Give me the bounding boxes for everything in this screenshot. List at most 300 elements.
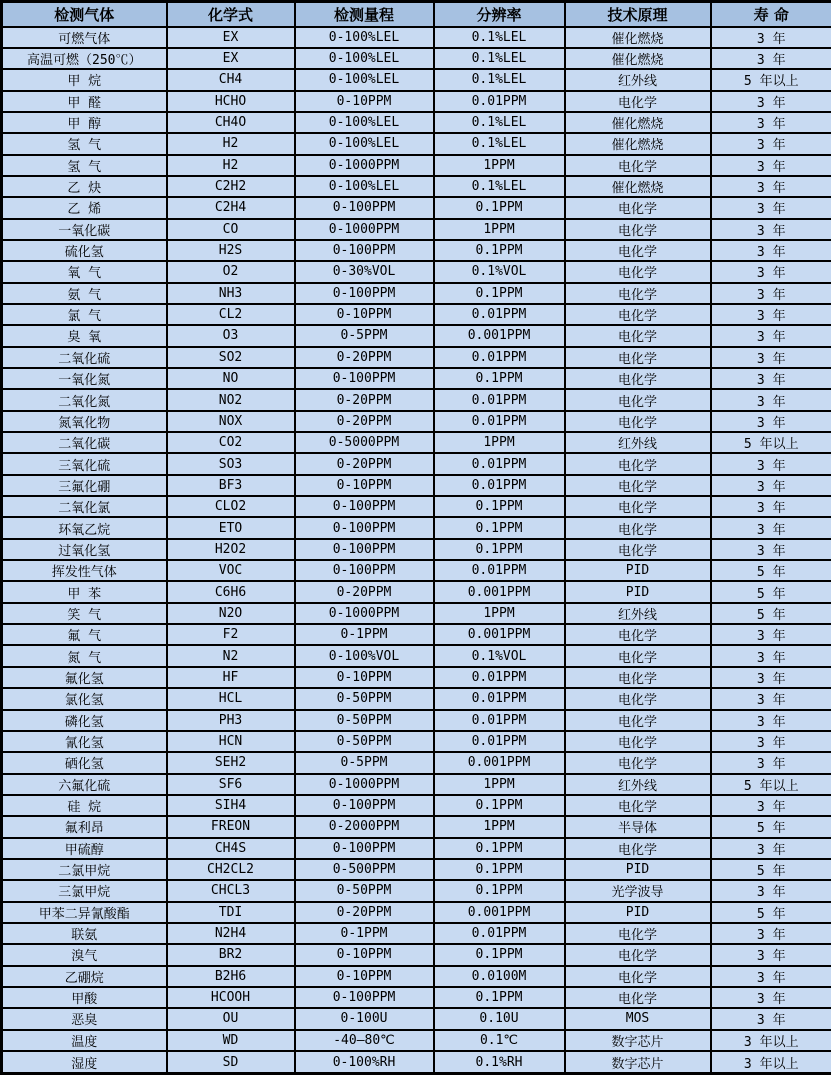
cell-range: 0-30%VOL [295,261,434,282]
header-row [2,2,831,27]
cell-principle: PID [565,859,711,880]
cell-lifespan: 3 年 [711,1008,831,1029]
cell-range: 0-20PPM [295,347,434,368]
cell-formula: HCL [167,688,295,709]
cell-range: 0-2000PPM [295,816,434,837]
cell-formula: CHCL3 [167,880,295,901]
cell-lifespan: 3 年 [711,838,831,859]
cell-gas: 氢 气 [2,155,167,176]
cell-principle: 电化学 [565,539,711,560]
cell-resolution: 0.1%LEL [434,69,565,90]
cell-lifespan: 3 年 [711,368,831,389]
cell-resolution: 0.1PPM [434,517,565,538]
cell-principle: PID [565,581,711,602]
cell-lifespan: 3 年 [711,517,831,538]
cell-gas: 可燃气体 [2,27,167,48]
cell-formula: O2 [167,261,295,282]
cell-principle: 电化学 [565,91,711,112]
cell-gas: 挥发性气体 [2,560,167,581]
cell-principle: 催化燃烧 [565,27,711,48]
cell-lifespan: 3 年 [711,91,831,112]
table-row [2,133,831,154]
cell-lifespan: 3 年 [711,347,831,368]
cell-principle: PID [565,902,711,923]
cell-gas: 二氧化氮 [2,389,167,410]
cell-range: 0-10PPM [295,944,434,965]
table-row [2,667,831,688]
cell-range: 0-100%LEL [295,27,434,48]
cell-formula: BR2 [167,944,295,965]
cell-range: 0-100PPM [295,838,434,859]
cell-gas: 三氟化硼 [2,475,167,496]
cell-resolution: 0.1PPM [434,944,565,965]
cell-lifespan: 3 年 [711,48,831,69]
table-body [2,27,831,1074]
cell-lifespan: 3 年 [711,496,831,517]
cell-range: 0-20PPM [295,389,434,410]
table-row [2,411,831,432]
cell-lifespan: 3 年 [711,923,831,944]
cell-lifespan: 5 年 [711,560,831,581]
cell-resolution: 0.01PPM [434,411,565,432]
cell-gas: 氯化氢 [2,688,167,709]
cell-resolution: 0.0100M [434,966,565,987]
cell-lifespan: 5 年 [711,603,831,624]
cell-resolution: 1PPM [434,155,565,176]
cell-lifespan: 5 年 [711,902,831,923]
cell-formula: C2H4 [167,197,295,218]
cell-principle: 电化学 [565,475,711,496]
cell-lifespan: 3 年 [711,219,831,240]
cell-range: 0-100PPM [295,368,434,389]
cell-principle: 电化学 [565,219,711,240]
cell-resolution: 0.01PPM [434,91,565,112]
cell-formula: EX [167,48,295,69]
cell-gas: 二氯甲烷 [2,859,167,880]
cell-lifespan: 5 年 [711,816,831,837]
cell-principle: PID [565,560,711,581]
cell-lifespan: 3 年 [711,304,831,325]
cell-formula: NOX [167,411,295,432]
cell-formula: CH4O [167,112,295,133]
cell-gas: 氧 气 [2,261,167,282]
cell-range: 0-10PPM [295,966,434,987]
cell-principle: 电化学 [565,624,711,645]
cell-gas: 过氧化氢 [2,539,167,560]
table-row [2,688,831,709]
cell-resolution: 0.01PPM [434,560,565,581]
cell-gas: 环氧乙烷 [2,517,167,538]
cell-principle: 电化学 [565,517,711,538]
column-header-resolution: 分辨率 [434,2,565,27]
table-row [2,304,831,325]
cell-lifespan: 3 年 [711,966,831,987]
cell-resolution: 1PPM [434,774,565,795]
cell-resolution: 0.1PPM [434,283,565,304]
cell-range: 0-1PPM [295,923,434,944]
cell-resolution: 0.01PPM [434,304,565,325]
cell-gas: 氯 气 [2,304,167,325]
table-row [2,283,831,304]
cell-lifespan: 3 年 [711,752,831,773]
cell-resolution: 0.1PPM [434,838,565,859]
cell-resolution: 0.1%LEL [434,48,565,69]
cell-range: 0-5PPM [295,325,434,346]
table-row [2,838,831,859]
cell-principle: 电化学 [565,987,711,1008]
cell-lifespan: 3 年 [711,710,831,731]
cell-resolution: 0.01PPM [434,475,565,496]
cell-gas: 硫化氢 [2,240,167,261]
table-header [2,2,831,27]
cell-lifespan: 3 年 [711,261,831,282]
cell-principle: 红外线 [565,432,711,453]
table-row [2,48,831,69]
cell-formula: CL2 [167,304,295,325]
cell-principle: 电化学 [565,731,711,752]
cell-principle: 电化学 [565,944,711,965]
cell-gas: 一氧化碳 [2,219,167,240]
table-row [2,581,831,602]
cell-formula: ETO [167,517,295,538]
cell-gas: 甲酸 [2,987,167,1008]
cell-gas: 氟 气 [2,624,167,645]
cell-gas: 高温可燃（250℃） [2,48,167,69]
cell-lifespan: 3 年 [711,411,831,432]
cell-formula: SEH2 [167,752,295,773]
cell-resolution: 0.1PPM [434,496,565,517]
table-row [2,966,831,987]
cell-principle: 红外线 [565,774,711,795]
cell-formula: BF3 [167,475,295,496]
cell-range: 0-5000PPM [295,432,434,453]
cell-lifespan: 3 年 [711,944,831,965]
cell-lifespan: 3 年 [711,240,831,261]
cell-range: 0-50PPM [295,731,434,752]
table-row [2,944,831,965]
table-row [2,1051,831,1074]
cell-gas: 恶臭 [2,1008,167,1029]
cell-range: 0-20PPM [295,902,434,923]
table-row [2,432,831,453]
cell-formula: N2H4 [167,923,295,944]
table-row [2,987,831,1008]
table-row [2,645,831,666]
cell-gas: 溴气 [2,944,167,965]
table-row [2,219,831,240]
table-row [2,752,831,773]
table-row [2,923,831,944]
cell-lifespan: 3 年 [711,389,831,410]
cell-principle: 催化燃烧 [565,112,711,133]
column-header-formula: 化学式 [167,2,295,27]
cell-principle: 电化学 [565,325,711,346]
cell-principle: 电化学 [565,645,711,666]
cell-lifespan: 5 年以上 [711,774,831,795]
column-header-range: 检测量程 [295,2,434,27]
cell-resolution: 0.1PPM [434,795,565,816]
cell-resolution: 0.01PPM [434,923,565,944]
table-row [2,261,831,282]
table-row [2,496,831,517]
cell-range: 0-1000PPM [295,603,434,624]
cell-gas: 甲苯二异氰酸酯 [2,902,167,923]
cell-formula: SD [167,1051,295,1074]
table-row [2,176,831,197]
table-row [2,389,831,410]
table-row [2,112,831,133]
cell-formula: CO [167,219,295,240]
table-row [2,69,831,90]
table-row [2,539,831,560]
cell-resolution: 0.01PPM [434,667,565,688]
cell-principle: 电化学 [565,389,711,410]
cell-resolution: 0.1%VOL [434,261,565,282]
cell-range: 0-50PPM [295,688,434,709]
cell-range: 0-100%LEL [295,48,434,69]
cell-formula: EX [167,27,295,48]
cell-resolution: 0.001PPM [434,624,565,645]
cell-range: 0-100PPM [295,560,434,581]
table-row [2,347,831,368]
table-row [2,774,831,795]
column-header-lifespan: 寿 命 [711,2,831,27]
cell-lifespan: 3 年 [711,176,831,197]
cell-formula: SF6 [167,774,295,795]
cell-formula: N2 [167,645,295,666]
cell-resolution: 0.01PPM [434,688,565,709]
cell-lifespan: 3 年 [711,795,831,816]
cell-range: 0-10PPM [295,91,434,112]
cell-formula: C6H6 [167,581,295,602]
cell-gas: 乙 烯 [2,197,167,218]
cell-formula: CH4 [167,69,295,90]
cell-resolution: 0.01PPM [434,347,565,368]
cell-resolution: 0.1PPM [434,987,565,1008]
cell-gas: 甲硫醇 [2,838,167,859]
cell-lifespan: 3 年以上 [711,1051,831,1074]
cell-principle: 数字芯片 [565,1030,711,1051]
table-row [2,710,831,731]
cell-resolution: 0.1%LEL [434,176,565,197]
cell-formula: NH3 [167,283,295,304]
cell-principle: 电化学 [565,795,711,816]
cell-lifespan: 3 年 [711,645,831,666]
cell-formula: HF [167,667,295,688]
cell-lifespan: 3 年 [711,667,831,688]
cell-resolution: 0.001PPM [434,325,565,346]
cell-range: 0-1000PPM [295,774,434,795]
cell-resolution: 0.001PPM [434,902,565,923]
cell-lifespan: 3 年 [711,133,831,154]
cell-gas: 氮氧化物 [2,411,167,432]
cell-resolution: 0.1℃ [434,1030,565,1051]
cell-formula: SIH4 [167,795,295,816]
cell-gas: 甲 苯 [2,581,167,602]
cell-lifespan: 5 年以上 [711,432,831,453]
cell-principle: 电化学 [565,155,711,176]
cell-range: 0-20PPM [295,581,434,602]
cell-range: 0-1000PPM [295,219,434,240]
cell-lifespan: 3 年 [711,283,831,304]
cell-lifespan: 3 年 [711,688,831,709]
cell-resolution: 0.1PPM [434,240,565,261]
cell-range: 0-500PPM [295,859,434,880]
cell-formula: C2H2 [167,176,295,197]
table-row [2,517,831,538]
cell-principle: 电化学 [565,453,711,474]
cell-resolution: 0.10U [434,1008,565,1029]
cell-principle: 电化学 [565,240,711,261]
cell-formula: HCOOH [167,987,295,1008]
cell-range: 0-100U [295,1008,434,1029]
cell-formula: H2 [167,133,295,154]
cell-formula: FREON [167,816,295,837]
cell-resolution: 0.1%LEL [434,133,565,154]
cell-principle: 电化学 [565,710,711,731]
cell-resolution: 0.001PPM [434,581,565,602]
cell-gas: 氮 气 [2,645,167,666]
cell-resolution: 1PPM [434,219,565,240]
table-row [2,624,831,645]
cell-gas: 氢 气 [2,133,167,154]
cell-formula: SO2 [167,347,295,368]
column-header-gas: 检测气体 [2,2,167,27]
cell-formula: N2O [167,603,295,624]
cell-principle: 电化学 [565,966,711,987]
cell-resolution: 0.01PPM [434,731,565,752]
cell-gas: 二氧化硫 [2,347,167,368]
cell-gas: 臭 氧 [2,325,167,346]
table-row [2,368,831,389]
table-row [2,240,831,261]
cell-formula: H2 [167,155,295,176]
table-row [2,325,831,346]
cell-gas: 二氧化碳 [2,432,167,453]
cell-formula: VOC [167,560,295,581]
cell-principle: 电化学 [565,411,711,432]
cell-formula: H2S [167,240,295,261]
cell-gas: 甲 烷 [2,69,167,90]
cell-range: 0-100PPM [295,517,434,538]
cell-range: 0-100%VOL [295,645,434,666]
cell-resolution: 0.1PPM [434,368,565,389]
cell-resolution: 0.1%LEL [434,27,565,48]
cell-formula: O3 [167,325,295,346]
table-row [2,453,831,474]
cell-formula: CH4S [167,838,295,859]
cell-gas: 二氧化氯 [2,496,167,517]
cell-resolution: 0.001PPM [434,752,565,773]
cell-principle: 数字芯片 [565,1051,711,1074]
cell-principle: 红外线 [565,603,711,624]
cell-formula: NO [167,368,295,389]
cell-range: 0-20PPM [295,411,434,432]
cell-principle: 电化学 [565,923,711,944]
cell-principle: 电化学 [565,838,711,859]
cell-formula: CLO2 [167,496,295,517]
cell-formula: SO3 [167,453,295,474]
cell-gas: 一氧化氮 [2,368,167,389]
cell-gas: 笑 气 [2,603,167,624]
cell-lifespan: 3 年 [711,453,831,474]
cell-resolution: 0.1%LEL [434,112,565,133]
table-row [2,816,831,837]
cell-formula: CH2CL2 [167,859,295,880]
cell-range: 0-20PPM [295,453,434,474]
cell-range: 0-10PPM [295,475,434,496]
cell-gas: 氰化氢 [2,731,167,752]
cell-resolution: 1PPM [434,603,565,624]
cell-principle: 电化学 [565,283,711,304]
cell-lifespan: 3 年 [711,325,831,346]
table-row [2,27,831,48]
table-row [2,902,831,923]
cell-principle: 催化燃烧 [565,48,711,69]
cell-range: 0-100%LEL [295,133,434,154]
cell-range: 0-50PPM [295,710,434,731]
cell-principle: 电化学 [565,496,711,517]
cell-principle: 半导体 [565,816,711,837]
table-row [2,91,831,112]
cell-range: 0-50PPM [295,880,434,901]
cell-formula: CO2 [167,432,295,453]
cell-principle: 电化学 [565,347,711,368]
cell-resolution: 1PPM [434,432,565,453]
cell-formula: B2H6 [167,966,295,987]
cell-resolution: 0.01PPM [434,710,565,731]
cell-gas: 氨 气 [2,283,167,304]
cell-formula: HCHO [167,91,295,112]
cell-lifespan: 5 年 [711,581,831,602]
column-header-principle: 技术原理 [565,2,711,27]
cell-formula: TDI [167,902,295,923]
cell-gas: 硒化氢 [2,752,167,773]
cell-gas: 联氨 [2,923,167,944]
cell-formula: HCN [167,731,295,752]
cell-formula: WD [167,1030,295,1051]
cell-resolution: 0.1PPM [434,197,565,218]
cell-resolution: 0.1PPM [434,539,565,560]
table-row [2,1030,831,1051]
cell-lifespan: 5 年 [711,859,831,880]
cell-lifespan: 3 年以上 [711,1030,831,1051]
cell-gas: 湿度 [2,1051,167,1074]
cell-range: 0-10PPM [295,667,434,688]
cell-principle: 电化学 [565,667,711,688]
cell-gas: 三氧化硫 [2,453,167,474]
cell-range: 0-100%RH [295,1051,434,1074]
cell-range: 0-100PPM [295,240,434,261]
cell-lifespan: 3 年 [711,731,831,752]
cell-range: 0-100PPM [295,496,434,517]
cell-lifespan: 3 年 [711,27,831,48]
cell-formula: PH3 [167,710,295,731]
cell-resolution: 0.01PPM [434,453,565,474]
cell-principle: MOS [565,1008,711,1029]
table-row [2,1008,831,1029]
cell-lifespan: 5 年以上 [711,69,831,90]
cell-resolution: 0.1%VOL [434,645,565,666]
cell-range: 0-10PPM [295,304,434,325]
cell-lifespan: 3 年 [711,539,831,560]
cell-principle: 光学波导 [565,880,711,901]
cell-gas: 磷化氢 [2,710,167,731]
cell-principle: 电化学 [565,688,711,709]
cell-range: 0-1000PPM [295,155,434,176]
cell-principle: 电化学 [565,368,711,389]
cell-gas: 氟化氢 [2,667,167,688]
